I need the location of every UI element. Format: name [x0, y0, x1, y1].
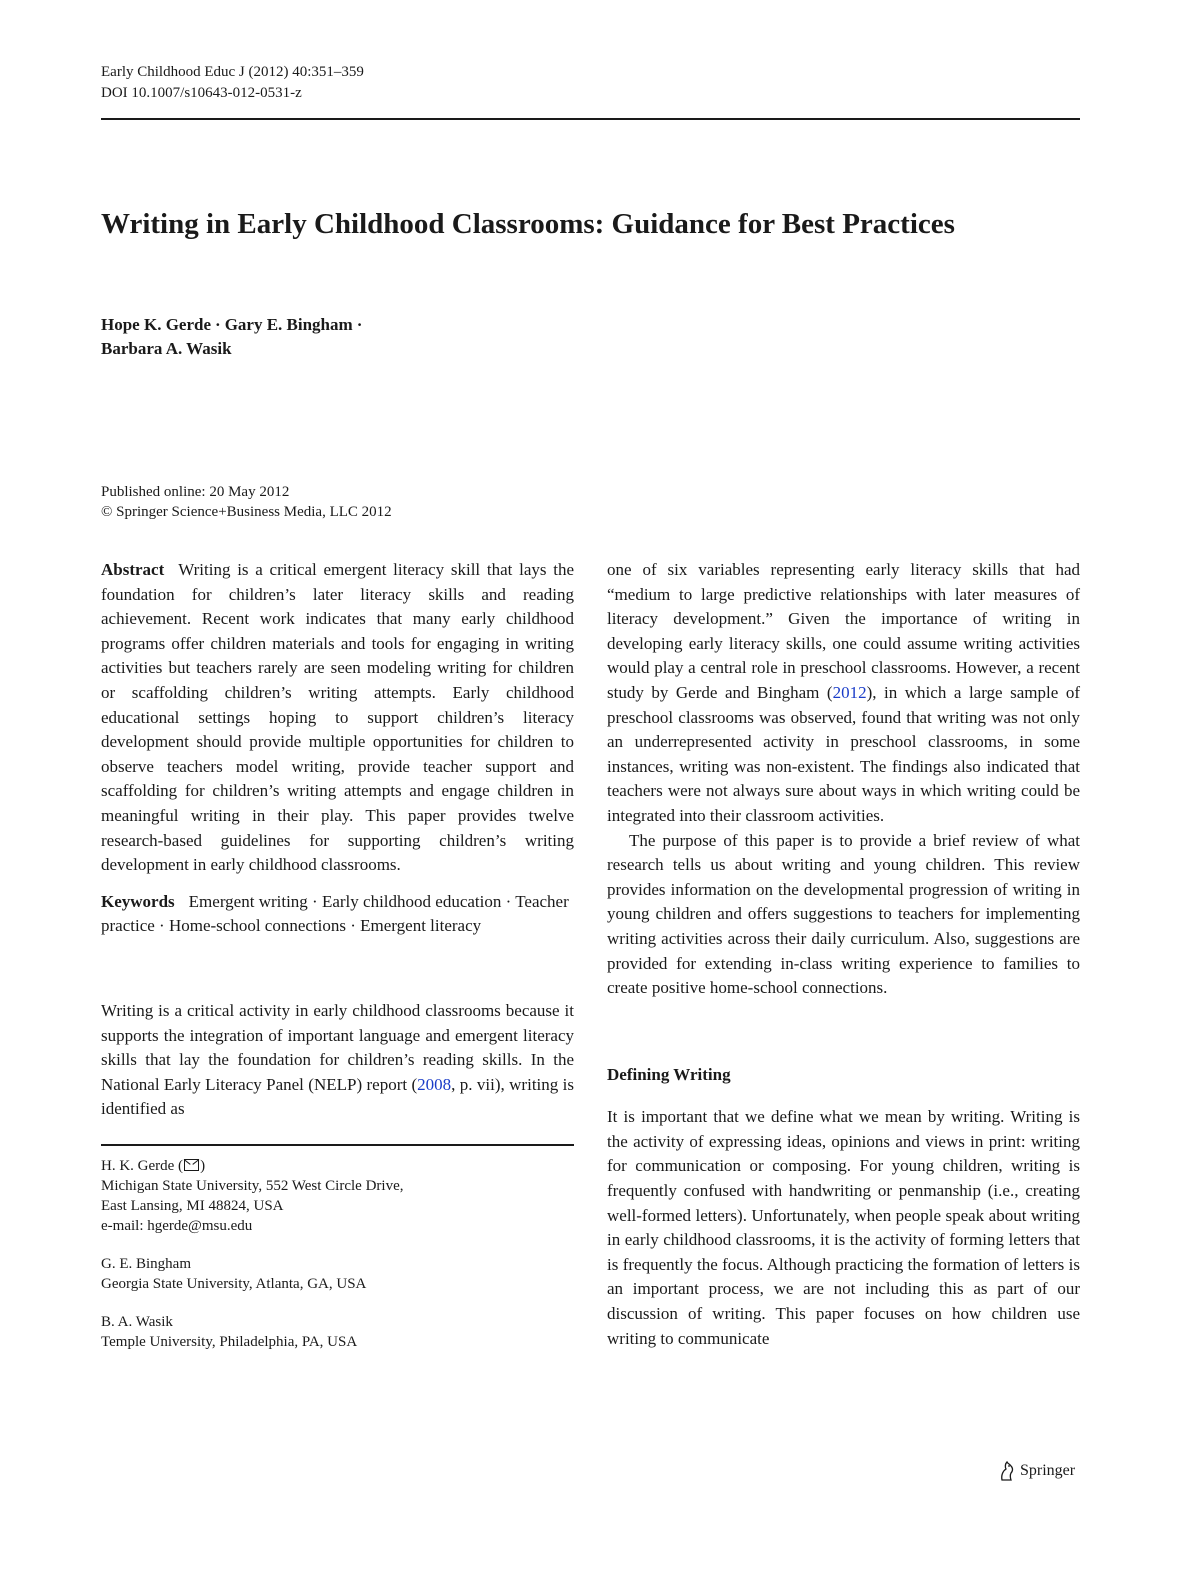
gerde-email[interactable]: e-mail: hgerde@msu.edu	[101, 1217, 253, 1234]
right-column	[607, 558, 1080, 1351]
gerde-affiliation-2: East Lansing, MI 48824, USA	[101, 1197, 284, 1214]
author-list	[101, 313, 366, 361]
citation-link-2008[interactable]: 2008	[417, 1074, 452, 1094]
footnote-gerde	[101, 1156, 574, 1236]
keywords	[101, 890, 574, 939]
published-date: Published online: 20 May 2012	[101, 484, 290, 500]
header-rule	[101, 118, 1080, 120]
abstract-label: Abstract	[101, 560, 165, 579]
keywords-label: Keywords	[101, 891, 175, 911]
author-separator: ·	[215, 315, 221, 334]
p1-text-b: ), in which a large sample of preschool classrooms was observed, found that writing was not only an underrepresented activity in preschool classrooms, in some instances, writing was non-existent. The findings also indicated that teachers were not always sure about ways in which writing could be integrated into their classroom activities.	[607, 682, 1080, 825]
footnote-wasik	[101, 1312, 574, 1352]
gerde-name: H. K. Gerde (	[101, 1157, 184, 1174]
gerde-name-end: )	[200, 1157, 206, 1174]
journal-citation: Early Childhood Educ J (2012) 40:351–359	[101, 64, 364, 80]
author-bingham: Gary E. Bingham	[224, 315, 353, 334]
publisher-name: Springer	[1020, 1462, 1076, 1479]
doi: DOI 10.1007/s10643-012-0531-z	[101, 85, 302, 101]
intro-text-b: , p. vii), writing is identified as	[101, 1074, 574, 1119]
bingham-affiliation: Georgia State University, Atlanta, GA, USA	[101, 1275, 367, 1292]
intro-text-a: Writing is a critical activity in early childhood classrooms because it supports the integration of important language and emergent literacy skills that lay the foundation for children’s reading skills. In the National Early Literacy Panel (NELP) report (	[101, 1000, 574, 1094]
right-paragraph-3: It is important that we define what we mean by writing. Writing is the activity of expressing ideas, opinions and views in print: writing for communication or composing. For young children, writing is frequently confused with handwriting or penmanship (i.e., creating well-formed letters). Unfortunately, when people speak about writing in early childhood classrooms, it is the activity of forming letters that is frequently the focus. Although practicing the formation of letters is an important process, we are not including this as part of our discussion of writing. This paper focuses on how children use writing to communicate	[607, 1107, 1080, 1348]
footnote-bingham	[101, 1254, 574, 1294]
p1-text-a: one of six variables representing early literacy skills that had “medium to large predictive relationships with later measures of literacy development.” Given the importance of writing in developing early literacy skills, one could assume writing activities would play a central role in preschool classrooms. However, a recent study by Gerde and Bingham (	[607, 560, 1080, 702]
author-gerde: Hope K. Gerde	[101, 315, 212, 334]
springer-horse-icon	[998, 1460, 1016, 1482]
envelope-icon[interactable]	[184, 1159, 199, 1171]
abstract-text: Writing is a critical emergent literacy skill that lays the foundation for children’s later literacy skills and reading achievement. Recent work indicates that many early childhood programs offer children materials and tools for engaging in writing activities but teachers rarely are seen modeling writing for children or scaffolding children’s writing attempts. Early childhood educational settings hoping to support children’s literacy development should provide multiple opportunities for children to observe teachers model writing, provide teacher support and scaffolding for children’s writing attempts and engage children in meaningful writing in their play. This paper provides twelve research-based guidelines for supporting children’s writing development in early childhood classrooms.	[101, 560, 574, 875]
author-wasik: Barbara A. Wasik	[101, 339, 232, 358]
left-column	[101, 558, 574, 1352]
intro-paragraph	[101, 999, 574, 1122]
publication-info	[101, 482, 392, 522]
gerde-name-line	[101, 1156, 574, 1176]
copyright-line: © Springer Science+Business Media, LLC 2012	[101, 504, 392, 520]
bingham-name: G. E. Bingham	[101, 1255, 191, 1272]
footnote-rule	[101, 1144, 574, 1146]
publisher-logo	[998, 1460, 1075, 1482]
right-paragraph-2: The purpose of this paper is to provide a brief review of what research tells us about writing and young children. This review provides information on the developmental progression of writing in young children and offers suggestions to teachers for implementing writing activities across their daily curriculum. Also, suggestions are provided for extending in-class writing experience to families to create positive home-school connections.	[607, 830, 1080, 998]
gerde-affiliation-1: Michigan State University, 552 West Circle Drive,	[101, 1177, 404, 1194]
article-title: Writing in Early Childhood Classrooms: Guidance for Best Practices	[101, 208, 955, 240]
wasik-name: B. A. Wasik	[101, 1313, 173, 1330]
abstract	[101, 558, 574, 878]
right-paragraph-1	[607, 558, 1080, 829]
wasik-affiliation: Temple University, Philadelphia, PA, USA	[101, 1333, 358, 1350]
citation-link-2012[interactable]: 2012	[832, 682, 867, 702]
author-separator: ·	[356, 315, 363, 334]
section-heading-defining-writing: Defining Writing	[607, 1064, 731, 1084]
keywords-text: Emergent writing · Early childhood education · Teacher practice · Home-school connections · Emergent literacy	[101, 891, 569, 936]
running-head	[101, 62, 364, 104]
